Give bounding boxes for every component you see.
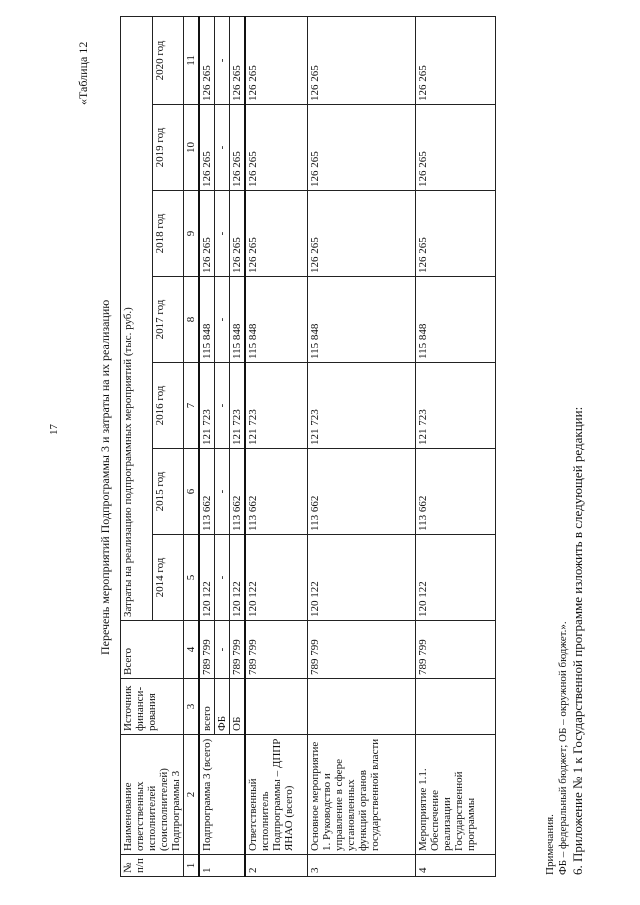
value-cell: 126 265 xyxy=(199,191,215,277)
value-cell: 120 122 xyxy=(199,535,215,621)
value-cell: 789 799 xyxy=(245,621,307,679)
value-cell: 126 265 xyxy=(415,105,495,191)
value-cell: - xyxy=(215,105,230,191)
value-cell: - xyxy=(215,449,230,535)
value-cell: 115 848 xyxy=(199,277,215,363)
value-cell: 113 662 xyxy=(415,449,495,535)
row-number: 3 xyxy=(307,855,415,877)
value-cell: 121 723 xyxy=(415,363,495,449)
value-cell: - xyxy=(215,363,230,449)
value-cell: 115 848 xyxy=(415,277,495,363)
value-cell: 126 265 xyxy=(415,191,495,277)
value-cell: 120 122 xyxy=(245,535,307,621)
row-number: 4 xyxy=(415,855,495,877)
program-table xyxy=(120,16,496,877)
value-cell: - xyxy=(215,277,230,363)
table-row xyxy=(199,16,215,876)
value-cell: 115 848 xyxy=(230,277,246,363)
header-year: 2014 год xyxy=(152,535,184,621)
value-cell: 113 662 xyxy=(307,449,415,535)
header-year: 2018 год xyxy=(152,191,184,277)
value-cell: - xyxy=(215,621,230,679)
value-cell: 126 265 xyxy=(307,191,415,277)
table-label: «Таблица 12 xyxy=(76,41,90,105)
value-cell: 789 799 xyxy=(415,621,495,679)
value-cell: 126 265 xyxy=(307,16,415,104)
column-number: 8 xyxy=(184,277,200,363)
table-row xyxy=(307,16,415,876)
source-cell: всего xyxy=(199,679,215,735)
column-number: 4 xyxy=(184,621,200,679)
value-cell: 126 265 xyxy=(230,191,246,277)
column-number: 2 xyxy=(184,735,200,855)
value-cell: 126 265 xyxy=(199,105,215,191)
value-cell: 120 122 xyxy=(230,535,246,621)
header-num: № п/п xyxy=(121,855,184,877)
notes-line: ФБ – федеральный бюджет; ОБ – окружной бюджет.». xyxy=(557,621,569,875)
row-name: Подпрограмма 3 (всего) xyxy=(199,735,245,855)
value-cell: 121 723 xyxy=(307,363,415,449)
column-number: 3 xyxy=(184,679,200,735)
source-cell: ФБ xyxy=(215,679,230,735)
value-cell: 126 265 xyxy=(230,105,246,191)
column-number: 10 xyxy=(184,105,200,191)
column-number: 5 xyxy=(184,535,200,621)
source-cell: ОБ xyxy=(230,679,246,735)
value-cell: 789 799 xyxy=(307,621,415,679)
table-row xyxy=(245,16,307,876)
value-cell: 115 848 xyxy=(245,277,307,363)
value-cell: 113 662 xyxy=(245,449,307,535)
row-name: Ответственный исполнитель Подпрограммы – ДППР ЯНАО (всего) xyxy=(245,735,307,855)
value-cell: - xyxy=(215,16,230,104)
table-row xyxy=(415,16,495,876)
header-year: 2015 год xyxy=(152,449,184,535)
header-name: Наименование ответственных исполнителей (соисполнителей) Подпрограммы 3 xyxy=(121,735,184,855)
value-cell: 126 265 xyxy=(245,16,307,104)
column-number: 7 xyxy=(184,363,200,449)
value-cell: 126 265 xyxy=(307,105,415,191)
value-cell: 789 799 xyxy=(199,621,215,679)
header-source: Источник финанси-рования xyxy=(121,679,184,735)
table-title: Перечень мероприятий Подпрограммы 3 и затраты на их реализацию xyxy=(98,299,112,655)
value-cell: 126 265 xyxy=(245,191,307,277)
value-cell: 113 662 xyxy=(199,449,215,535)
source-cell xyxy=(415,679,495,735)
column-number: 1 xyxy=(184,855,200,877)
header-year: 2017 год xyxy=(152,277,184,363)
column-number: 9 xyxy=(184,191,200,277)
value-cell: - xyxy=(215,535,230,621)
source-cell xyxy=(245,679,307,735)
source-cell xyxy=(307,679,415,735)
header-total: Всего xyxy=(121,621,184,679)
value-cell: - xyxy=(215,191,230,277)
row-number: 2 xyxy=(245,855,307,877)
value-cell: 121 723 xyxy=(245,363,307,449)
notes-line: 6. Приложение № 1 к Государственной программе изложить в следующей редакции: xyxy=(570,406,585,875)
value-cell: 126 265 xyxy=(230,16,246,104)
value-cell: 126 265 xyxy=(415,16,495,104)
header-year: 2019 год xyxy=(152,105,184,191)
value-cell: 126 265 xyxy=(199,16,215,104)
row-name: Мероприятие 1.1. Обеспечение реализации Государственной программы xyxy=(415,735,495,855)
page-number: 17 xyxy=(48,424,60,435)
header-costs: Затраты на реализацию подпрограммных мероприятий (тыс. руб.) xyxy=(121,16,153,620)
header-year: 2020 год xyxy=(152,16,184,104)
value-cell: 120 122 xyxy=(307,535,415,621)
value-cell: 789 799 xyxy=(230,621,246,679)
value-cell: 121 723 xyxy=(199,363,215,449)
value-cell: 121 723 xyxy=(230,363,246,449)
row-name: Основное мероприятие 1. Руководство и управление в сфере установленных функций органов государственной власти xyxy=(307,735,415,855)
value-cell: 115 848 xyxy=(307,277,415,363)
value-cell: 113 662 xyxy=(230,449,246,535)
column-number: 11 xyxy=(184,16,200,104)
value-cell: 120 122 xyxy=(415,535,495,621)
column-number: 6 xyxy=(184,449,200,535)
notes-heading: Примечания. xyxy=(544,814,556,875)
value-cell: 126 265 xyxy=(245,105,307,191)
header-year: 2016 год xyxy=(152,363,184,449)
row-number: 1 xyxy=(199,855,245,877)
notes xyxy=(544,407,586,875)
